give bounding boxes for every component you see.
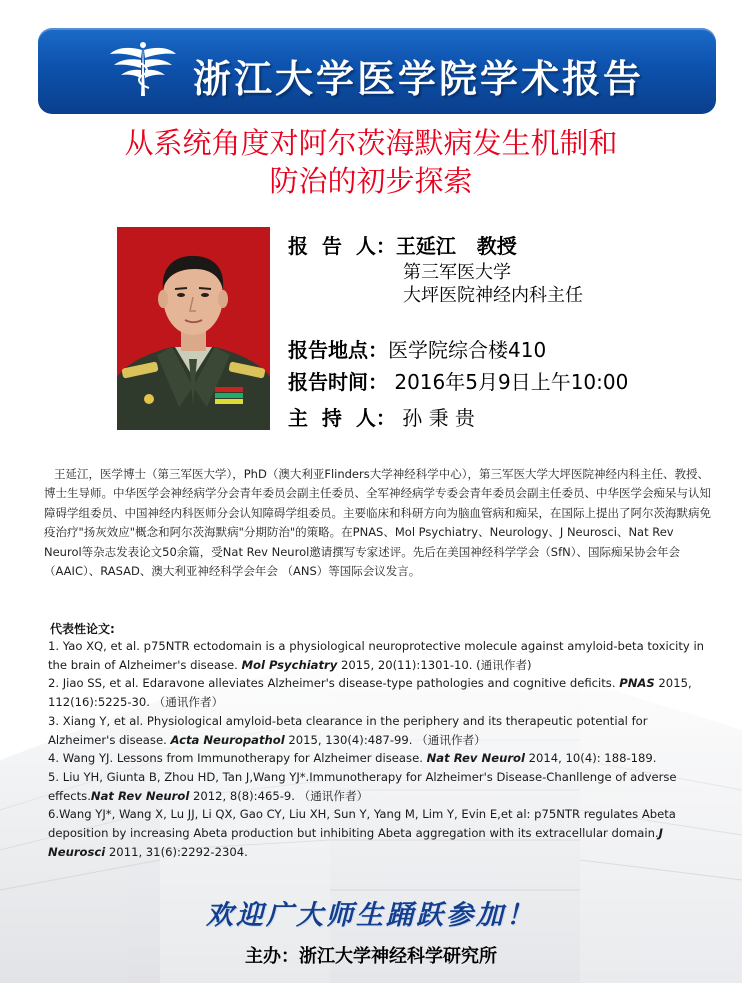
speaker-label: 报 告 人： xyxy=(288,234,396,258)
venue-label: 报告地点： xyxy=(288,338,388,362)
journal-name: Nat Rev Neurol xyxy=(426,751,525,766)
speaker-portrait xyxy=(117,227,270,430)
paper-item: 6.Wang YJ*, Wang X, Lu JJ, Li QX, Gao CY, Liu XH, Sun Y, Yang M, Lim Y, Evin E,et al: p75NTR regulates Abeta deposition by increasing Abeta production but inhibiting Abeta aggregation with its extracellular domain.J Neurosci 2011, 31(6):2292-2304. xyxy=(48,807,676,859)
time-label: 报告时间： xyxy=(288,370,388,394)
venue-row xyxy=(288,334,546,363)
speaker-row xyxy=(288,230,517,259)
talk-title xyxy=(0,124,742,200)
host-row xyxy=(288,402,475,431)
venue-value: 医学院综合楼410 xyxy=(388,338,547,362)
journal-name: Nat Rev Neurol xyxy=(90,788,190,803)
paper-item: 4. Wang YJ. Lessons from Immunotherapy for Alzheimer disease. Nat Rev Neurol 2014, 10(4): 188-189. xyxy=(48,751,657,766)
talk-title-line2: 防治的初步探索 xyxy=(269,164,473,198)
journal-name: J Neurosci xyxy=(48,826,663,859)
organizer-line: 主办：浙江大学神经科学研究所 xyxy=(245,946,497,967)
papers-heading: 代表性论文: xyxy=(50,622,115,636)
talk-title-line1: 从系统角度对阿尔茨海默病发生机制和 xyxy=(124,126,618,160)
journal-name: Mol Psychiatry xyxy=(241,657,338,672)
time-row xyxy=(288,366,628,395)
time-value: 2016年5月9日上午10:00 xyxy=(388,370,629,394)
journal-name: Acta Neuropathol xyxy=(170,732,285,747)
header-banner xyxy=(38,28,716,114)
speaker-name: 王延江 教授 xyxy=(395,234,517,258)
paper-item: 2. Jiao SS, et al. Edaravone alleviates Alzheimer's disease-type pathologies and cognitive deficits. PNAS 2015, 112(16):5225-30. （通讯作者） xyxy=(48,676,692,710)
paper-item: 3. Xiang Y, et al. Physiological amyloid-beta clearance in the periphery and its therapeutic potential for Alzheimer's disease. Acta Neuropathol 2015, 130(4):487-99. （通讯作者） xyxy=(48,713,648,747)
paper-item: 1. Yao XQ, et al. p75NTR ectodomain is a physiological neuroprotective molecule against amyloid-beta toxicity in the brain of Alzheimer's disease. Mol Psychiatry 2015, 20(11):1301-10. (通讯作者) xyxy=(48,639,705,672)
speaker-bio: 王延江，医学博士（第三军医大学），PhD（澳大利亚Flinders大学神经科学中心），第三军医大学大坪医院神经内科主任、教授、博士生导师。中华医学会神经病学分会青年委员会副主任委员、全军神经病学专委会青年委员会副主任委员、中华医学会痴呆与认知障碍学组委员、中国神经内科医师分会认知障碍学组委员。主要临床和科研方向为脑血管病和痴呆，在国际上提出了阿尔茨海默病免疫治疗"扬灰效应"概念和阿尔茨海默病"分期防治"的策略。在PNAS、Mol Psychiatry、Neurology、J Neurosci、Nat Rev Neurol等杂志发表论文50余篇，受Nat Rev Neurol邀请撰写专家述评。先后在美国神经科学学会（SfN）、国际痴呆协会年会（AAIC）、RASAD、澳大利亚神经科学会年会 （ANS）等国际会议发言。 xyxy=(44,467,711,579)
journal-name: PNAS xyxy=(619,676,655,691)
welcome-slogan: 欢迎广大师生踊跃参加！ xyxy=(206,900,536,931)
speaker-affiliation-line1: 第三军医大学 xyxy=(403,262,511,283)
speaker-affiliation-line2: 大坪医院神经内科主任 xyxy=(403,285,583,306)
host-label: 主 持 人： xyxy=(288,406,396,430)
banner-title: 浙江大学医学院学术报告 xyxy=(193,57,645,101)
host-value: 孙 秉 贵 xyxy=(395,406,475,430)
paper-item: 5. Liu YH, Giunta B, Zhou HD, Tan J,Wang YJ*.Immunotherapy for Alzheimer's Disease-Chanllenge of adverse effects.Nat Rev Neurol 2012, 8(8):465-9. （通讯作者） xyxy=(48,769,677,803)
papers-list xyxy=(48,637,716,861)
caduceus-wing-icon xyxy=(108,40,178,102)
